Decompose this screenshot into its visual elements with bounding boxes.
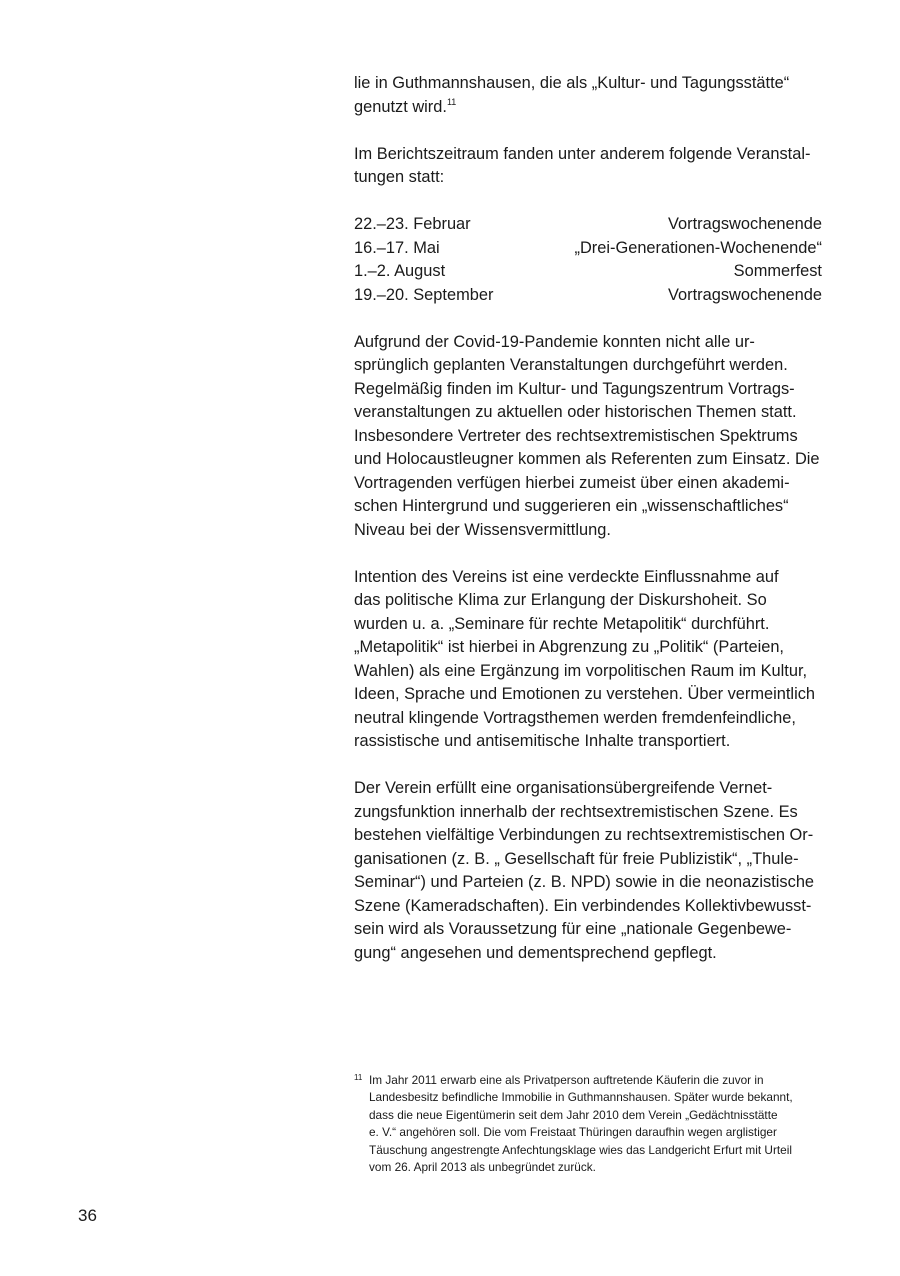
footnote-line: Im Jahr 2011 erwarb eine als Privatperson auftretende Käuferin die zuvor in	[369, 1073, 764, 1087]
event-name: Sommerfest	[733, 262, 822, 280]
events-list	[354, 213, 822, 307]
text-line: Ideen, Sprache und Emotionen zu verstehen. Über vermeintlich	[354, 685, 816, 703]
footnote-line: dass die neue Eigentümerin seit dem Jahr 2010 dem Verein „Gedächtnisstätte	[369, 1107, 778, 1122]
text-line: Szene (Kameradschaften). Ein verbindendes Kollektivbewusst-	[354, 896, 812, 915]
text-line: Insbesondere Vertreter des rechtsextremistischen Spektrums	[354, 426, 798, 445]
text-line: neutral klingende Vortragsthemen werden fremdenfeindliche,	[354, 708, 796, 727]
text-line: sprünglich geplanten Veranstaltungen durchgeführt werden.	[354, 356, 788, 374]
text-line: Intention des Vereins ist eine verdeckte Einflussnahme auf	[354, 567, 779, 586]
text-line: Aufgrund der Covid-19-Pandemie konnten nicht alle ur-	[354, 332, 755, 351]
event-row	[354, 260, 822, 284]
event-name: „Drei-Generationen-Wochenende“	[574, 238, 822, 257]
event-date: 19.–20. September	[354, 285, 494, 304]
text-line: veranstaltungen zu aktuellen oder historischen Themen statt.	[354, 403, 797, 421]
text-line: und Holocaustleugner kommen als Referenten zum Einsatz. Die	[354, 450, 820, 468]
footnote-text	[369, 1072, 824, 1176]
event-date: 1.–2. August	[354, 262, 446, 280]
body-paragraph-intention	[354, 566, 822, 754]
text-line: gung“ angesehen und dementsprechend gepflegt.	[354, 943, 717, 962]
events-intro-paragraph	[354, 143, 822, 190]
event-row	[354, 237, 822, 261]
text-line: bestehen vielfältige Verbindungen zu rechtsextremistischen Or-	[354, 826, 814, 844]
text-line: Wahlen) als eine Ergänzung im vorpolitischen Raum im Kultur,	[354, 661, 808, 680]
text-line: „Metapolitik“ ist hierbei in Abgrenzung zu „Politik“ (Parteien,	[354, 638, 784, 656]
event-name: Vortragswochenende	[668, 285, 822, 304]
text-line	[354, 96, 822, 120]
event-row	[354, 284, 822, 308]
event-name: Vortragswochenende	[668, 215, 822, 233]
text-line: Im Berichtszeitraum fanden unter anderem folgende Veranstal-	[354, 144, 811, 163]
text-line: lie in Guthmannshausen, die als „Kultur- und Tagungsstätte“	[354, 74, 790, 92]
page-number: 36	[78, 1206, 97, 1225]
footnote-marker: 11	[354, 1073, 363, 1082]
text-line: zungsfunktion innerhalb der rechtsextremistischen Szene. Es	[354, 802, 798, 821]
text-fragment: genutzt wird.	[354, 97, 447, 116]
footnote	[354, 1072, 824, 1176]
event-row	[354, 213, 822, 237]
body-paragraph-pandemic	[354, 331, 822, 543]
text-line: Vortragenden verfügen hierbei zumeist über einen akademi-	[354, 473, 790, 492]
text-line: schen Hintergrund und suggerieren ein „wissenschaftliches“	[354, 497, 789, 515]
main-text-column	[354, 72, 822, 989]
footnote-reference[interactable]: 11	[446, 96, 457, 107]
footnote-line: vom 26. April 2013 als unbegründet zurück.	[369, 1160, 596, 1175]
text-line: tungen statt:	[354, 168, 445, 186]
intro-paragraph	[354, 72, 822, 119]
event-date: 16.–17. Mai	[354, 238, 440, 257]
footnote-line: Landesbesitz befindliche Immobilie in Guthmannshausen. Später wurde bekannt,	[369, 1090, 793, 1105]
text-line: Niveau bei der Wissensvermittlung.	[354, 520, 611, 539]
footnote-line: e. V.“ angehören soll. Die vom Freistaat Thüringen daraufhin wegen arglistiger	[369, 1125, 777, 1140]
text-line: Regelmäßig finden im Kultur- und Tagungszentrum Vortrags-	[354, 379, 795, 398]
event-date: 22.–23. Februar	[354, 215, 471, 233]
footnote-line: Täuschung angestrengte Anfechtungsklage wies das Landgericht Erfurt mit Urteil	[369, 1142, 792, 1157]
text-line: ganisationen (z. B. „ Gesellschaft für freie Publizistik“, „Thule-	[354, 849, 799, 868]
text-line: rassistische und antisemitische Inhalte transportiert.	[354, 732, 731, 750]
body-paragraph-network	[354, 777, 822, 965]
text-line: Seminar“) und Parteien (z. B. NPD) sowie in die neonazistische	[354, 873, 815, 891]
text-line: wurden u. a. „Seminare für rechte Metapolitik“ durchführt.	[354, 614, 770, 633]
text-line: sein wird als Voraussetzung für eine „nationale Gegenbewe-	[354, 920, 792, 938]
text-line: das politische Klima zur Erlangung der Diskurshoheit. So	[354, 591, 767, 609]
text-line: Der Verein erfüllt eine organisationsübergreifende Vernet-	[354, 779, 773, 797]
